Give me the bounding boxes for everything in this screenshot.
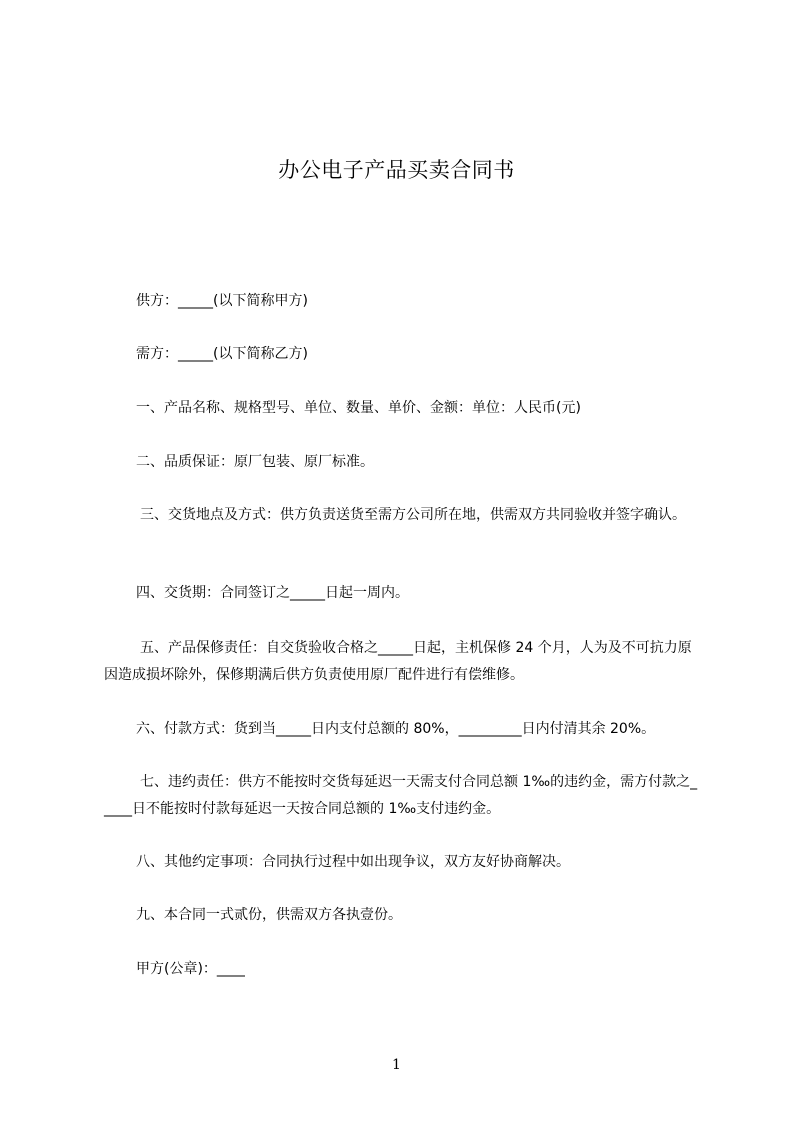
clause-9-copies: 九、本合同一式贰份，供需双方各执壹份。 [136,907,402,923]
clause-6-payment: 六、付款方式：货到当_____日内支付总额的 80%，_________日内付清其余 20%。 [136,721,656,737]
clause-7-breach: 七、违约责任：供方不能按时交货每延迟一天需支付合同总额 1‰的违约金，需方付款之_____日不能按时付款每延迟一天按合同总额的 1‰支付违约金。 [104,774,698,817]
clause-5-warranty: 五、产品保修责任：自交货验收合格之_____日起，主机保修 24 个月，人为及不可抗力原因造成损坏除外，保修期满后供方负责使用原厂配件进行有偿维修。 [104,640,692,683]
clause-8-other: 八、其他约定事项：合同执行过程中如出现争议，双方友好协商解决。 [136,854,570,870]
document-title: 办公电子产品买卖合同书 [278,158,515,183]
clause-2-quality: 二、品质保证：原厂包装、原厂标准。 [136,454,374,470]
party-a-seal-line: 甲方(公章)：____ [136,961,245,977]
clause-4-delivery-period: 四、交货期：合同签订之_____日起一周内。 [136,585,409,601]
clause-3-delivery-location: 三、交货地点及方式：供方负责送货至需方公司所在地，供需双方共同验收并签字确认。 [140,507,686,523]
buyer-line: 需方：_____(以下简称乙方) [136,346,308,362]
supplier-line: 供方：_____(以下简称甲方) [136,293,308,309]
clause-1-product: 一、产品名称、规格型号、单位、数量、单价、金额：单位：人民币(元) [136,400,581,416]
page-number: 1 [392,1057,401,1073]
